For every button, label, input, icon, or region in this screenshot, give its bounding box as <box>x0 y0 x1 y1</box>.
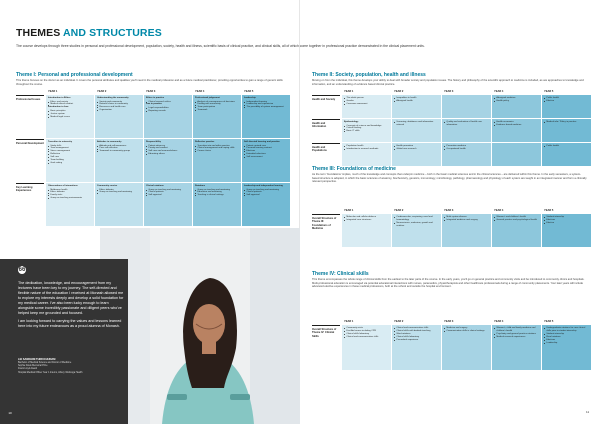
theme3-year-header: YEAR 4 <box>494 209 504 212</box>
quote-paragraph-1: The dedication, knowledge, and encouragement from my lecturers have been key to my journey. The self-directed and flexible nature of the education I received at Monash allowed me to explore my interests deeply and develop a solid foundation for my medical career. I've also been lucky enough to learn alongside some incredibly passionate and diligent peers who've helped keep me grounded and focused. <box>18 281 124 315</box>
theme1-table-cell <box>144 183 192 226</box>
cell-list-item: Health economics <box>494 121 539 124</box>
cell-list-item: Medical legal issues <box>48 116 92 119</box>
cell-list-item: Goal setting <box>48 162 92 165</box>
theme2-row-label: Health and Populations <box>312 143 340 167</box>
cell-list-item: Molecular and cellular defence <box>344 216 389 219</box>
cell-list-item: Group on teaching and mentoring <box>97 191 141 194</box>
cell-list-item: Consumer movement <box>344 103 389 106</box>
theme1-table-cell <box>193 95 241 138</box>
cell-list-item: Procedural experience <box>394 339 439 342</box>
cell-list <box>544 216 589 225</box>
cell-title: Clinical rotations <box>146 185 164 187</box>
theme4-table-cell <box>542 325 591 370</box>
cell-list-item: Education and mentoring <box>195 191 239 194</box>
quote-paragraph-2: I am looking forward to carrying the values and lessons learned here into my future endeavours as a proud alumna of Monash. <box>18 319 122 328</box>
cell-list-item: Patient centred care <box>244 145 288 148</box>
theme3-table-cell <box>492 214 541 247</box>
theme3-heading: Theme III: Foundations of medicine <box>312 166 396 172</box>
cell-list-item: First Aid course including CPR <box>344 330 389 333</box>
cell-list <box>494 327 539 339</box>
cell-list <box>48 145 92 165</box>
theme2-table-cell <box>492 143 541 166</box>
cell-list-item: Self care and resourcefulness <box>146 150 190 153</box>
cell-list-item: Clinical skills laboratory <box>394 336 439 339</box>
cell-title: Law in practice <box>146 103 162 106</box>
cell-list <box>394 327 439 342</box>
cell-list-item: Global new research <box>394 148 439 151</box>
theme1-heading: Theme I: Personal and professional development <box>16 72 133 78</box>
cell-list-item: Medical ethical conduct <box>48 103 92 106</box>
cell-list-item: Educating others <box>146 153 190 156</box>
cell-list <box>394 121 439 127</box>
theme1-table-cell <box>95 95 143 138</box>
cell-title: Self directed learning and practice <box>244 141 280 143</box>
theme1-year-header: YEAR 4 <box>195 90 205 93</box>
cell-title: Responsibility <box>146 141 161 143</box>
theme2-table-cell <box>542 143 591 166</box>
theme2-table-cell <box>442 95 491 118</box>
cell-list <box>344 327 389 339</box>
cell-list-item: Stress management <box>48 150 92 153</box>
cell-list-item: Clinical research ethics <box>146 101 190 104</box>
cell-title: Community service <box>97 185 118 187</box>
theme1-row-label: Personal Development <box>16 139 44 183</box>
cell-list-item: Gender <box>344 100 389 103</box>
cell-list <box>544 97 589 103</box>
cell-list <box>444 327 489 333</box>
theme1-table-cell <box>46 139 94 182</box>
cell-list-item: Self care <box>48 156 92 159</box>
theme2-table-cell <box>392 119 441 142</box>
cell-list-item: Ethics debates <box>97 189 141 192</box>
cell-list-item: Electives <box>244 150 288 153</box>
cell-list <box>146 101 190 104</box>
cell-list-item: Basic principles <box>48 110 92 113</box>
page-title: THEMES AND STRUCTURES <box>16 27 162 39</box>
cell-list-item: Group on teaching environments <box>48 197 92 200</box>
cell-list-item: Neuroscience, endocrine, growth and nutrition <box>394 222 439 228</box>
theme3-year-header: YEAR 3 <box>444 209 454 212</box>
theme2-table-cell <box>392 95 441 118</box>
cell-list-item: Student internship <box>544 333 589 336</box>
cell-list-item: Basic IT skills <box>344 130 389 133</box>
cell-list-item: Ward rotations <box>394 333 439 336</box>
cell-list-item: Screening, databases and information retrieval <box>394 121 439 127</box>
cell-list-item: Health policy <box>494 100 539 103</box>
cell-list-item: Patient advocacy <box>146 145 190 148</box>
theme4-table-cell <box>342 325 391 370</box>
cell-list <box>48 101 92 107</box>
cell-list <box>97 189 141 195</box>
page-number-right: 11 <box>586 410 590 414</box>
theme1-table-cell <box>193 183 241 226</box>
theme3-year-header: YEAR 1 <box>344 209 354 212</box>
theme2-table-cell <box>342 143 391 166</box>
cell-list <box>344 97 389 106</box>
theme2-table-cell <box>542 119 591 142</box>
cell-list-item: Self appraisal <box>146 194 190 197</box>
theme1-table-cell <box>95 139 143 182</box>
theme1-table-cell <box>242 95 290 138</box>
theme2-year-header: YEAR 4 <box>494 90 504 93</box>
cell-list-item: Clinical skills with bedside teaching <box>394 330 439 333</box>
cell-list-item: Career choice <box>195 150 239 153</box>
theme3-year-header: YEAR 2 <box>394 209 404 212</box>
cell-list-item: Occupational health <box>444 148 489 151</box>
theme1-table-cell <box>193 139 241 182</box>
theme2-table-cell <box>342 119 391 142</box>
theme4-table-cell <box>392 325 441 370</box>
theme3-table-cell <box>542 214 591 247</box>
page-intro: The course develops through three studies in personal and professional development, population, society, health and illness, scientific basis of clinical practice, and clinical skills, all of which come together in professional practice demonstrated in the clinical placement units. <box>16 44 425 48</box>
cell-list-item: Electives <box>544 339 589 342</box>
cell-list <box>97 145 141 154</box>
theme3-table-cell <box>392 214 441 247</box>
cell-list-item: Melbourne health <box>48 189 92 192</box>
cell-list <box>146 189 190 198</box>
theme3-table-cell <box>342 214 391 247</box>
theme1-table-cell <box>46 95 94 138</box>
cell-list <box>344 145 389 151</box>
theme4-description: This theme encompasses the whole range of clinical skills from the earliest to the later parts of the course. In the early years, you'll go on general practice and community visits and be introduced to community clinics and hospitals. Multi-professional education is encouraged via potential educational interactions with nurses, paramedics, physiotherapists and other healthcare professionals during a range of community placements. Your later years will include advanced elective experiences in these medical professions, both at the school and outside the hospital environment. <box>312 278 585 289</box>
theme4-year-header: YEAR 3 <box>444 320 454 323</box>
theme2-table-cell <box>392 143 441 166</box>
cell-list-item: Clinical patients <box>146 191 190 194</box>
cell-list-item: Legal responsibilities <box>146 107 190 110</box>
cell-list-item: Communication skills in clinical settings <box>444 330 489 333</box>
cell-list <box>48 110 92 119</box>
cell-list-item: Extended selectives <box>244 153 288 156</box>
theme1-table-cell <box>242 139 290 182</box>
cell-title: Understanding the community <box>97 97 129 99</box>
cell-list-item: Self appraisal <box>244 194 288 197</box>
cell-list-item: Student internship <box>544 216 589 219</box>
theme1-table-cell <box>144 139 192 182</box>
cell-title: Professional judgement <box>195 97 220 99</box>
cell-list-item: Self assessment <box>244 156 288 159</box>
cell-list-item: Rational choice in community <box>97 103 141 106</box>
cell-list-item: Health promotion <box>394 145 439 148</box>
cell-list-item: Clinical and communication skills <box>344 336 389 339</box>
theme2-year-header: YEAR 1 <box>344 90 354 93</box>
cell-list-item: Attitude and self-awareness <box>97 145 141 148</box>
cell-list <box>195 145 239 154</box>
page-number-left: 10 <box>6 410 14 416</box>
cell-list <box>244 101 288 110</box>
cell-list <box>48 189 92 201</box>
theme4-year-header: YEAR 4 <box>494 320 504 323</box>
cell-list <box>544 121 589 124</box>
theme1-table-cell <box>95 183 143 226</box>
cell-list-item: Medical info / Policy in practice <box>544 121 589 124</box>
theme4-table-cell <box>492 325 541 370</box>
cell-title: Rotations <box>195 185 206 187</box>
cell-title: Attitudes to community <box>97 141 122 143</box>
cell-title: Introduction to Ethics <box>48 97 71 99</box>
cell-list-item: Medical research experiences <box>494 336 539 339</box>
cell-list-item: The whole person <box>344 97 389 100</box>
cell-list <box>394 97 439 103</box>
theme1-description: This theme focuses on the doctor as an individual. It covers the personal attributes and qualities you'll need in the medical profession and as a future medical practitioner, providing opportunities to gain a range of generic skills throughout the course. <box>16 79 283 86</box>
cell-list-item: Public health <box>544 97 589 100</box>
cell-list-item: Critical thinking <box>344 127 389 130</box>
theme1-table-cell <box>144 95 192 138</box>
cell-list-item: Priority and conduct <box>146 147 190 150</box>
cell-list-item: Multi system disease <box>444 216 489 219</box>
theme3-table-cell <box>442 214 491 247</box>
cell-list-item: Reporting records <box>146 110 190 113</box>
cell-list-item: Teamwork in community groups <box>97 150 141 153</box>
cell-list <box>344 125 389 134</box>
cell-list-item: Integrated medicine and surgery <box>444 219 489 222</box>
cell-list-item: Women's, child and family medicine and children's health <box>494 327 539 333</box>
cell-list-item: Team participation <box>195 106 239 109</box>
cell-list-item: Transition into and within practice <box>195 145 239 148</box>
cell-list-item: Analysis of consequences of decisions <box>195 101 239 104</box>
cell-title: Transition to university <box>48 141 73 143</box>
cell-title: Observations of interactions <box>48 185 78 187</box>
cell-list-item: Integrated core structures <box>344 219 389 222</box>
cell-list-item: Inequalities in health <box>394 97 439 100</box>
cell-list <box>394 145 439 151</box>
theme1-table-cell <box>46 183 94 226</box>
theme4-row-label: Overall Structure of Theme IV: Clinical Skills <box>312 325 340 371</box>
theme1-year-header: YEAR 1 <box>48 90 58 93</box>
theme4-year-header: YEAR 5 <box>544 320 554 323</box>
theme3-row-label: Overall Structure of Theme III: Foundations of Medicine <box>312 214 340 248</box>
theme2-table-cell <box>492 95 541 118</box>
theme1-year-header: YEAR 5 <box>244 90 254 93</box>
theme2-year-header: YEAR 5 <box>544 90 554 93</box>
cell-list-item: Cardiovascular, respiratory, renal and haematology <box>394 216 439 222</box>
cell-list-item: Rural rotations <box>544 336 589 339</box>
cell-list-item: Community visits <box>344 327 389 330</box>
cell-list-item: Elective <box>544 222 589 225</box>
theme3-description: As the term 'foundations' implies, much of the knowledge and concepts that underpin medicine – both in the basic medical sciences and in the clinical sciences – are delivered within this theme. In the early semesters, a system-based structure is adopted, in which the basic sciences of anatomy, biochemistry, genetics, immunology, microbiology, pathology, pharmacology and physiology of each system are taught in an integrated manner and form a clinically relevant perspective. <box>312 173 587 184</box>
cell-list-item: Evidence based medicine <box>494 124 539 127</box>
cell-list-item: Resources and health care <box>97 106 141 109</box>
quote-author-role: Bachelor of Medical Science and Doctor of Medicine Sophie Davis Memorial Prize Frank Lloyd Award Hospital Medical Officer Year 1 Interns, Albury Wodonga Health <box>18 362 83 374</box>
theme2-table-cell <box>342 95 391 118</box>
quote-text <box>18 281 124 329</box>
cell-list <box>244 145 288 160</box>
cell-title: Leadership <box>244 97 256 99</box>
cell-list <box>494 216 539 222</box>
cell-title: Epidemiology <box>344 121 359 123</box>
cell-list-item: Organization <box>97 109 141 112</box>
cell-list <box>394 216 439 228</box>
cell-list-item: Reflection <box>48 153 92 156</box>
cell-list <box>195 101 239 113</box>
cell-list-item: Elective <box>544 100 589 103</box>
cell-list <box>544 327 589 344</box>
cell-title: Ethics in practice <box>146 97 165 99</box>
cell-list-item: Women's and children's health <box>494 216 539 219</box>
cell-list <box>244 189 288 198</box>
cell-list-item: Population health <box>344 145 389 148</box>
theme1-row-label: Professional Issues <box>16 95 44 139</box>
theme4-year-header: YEAR 2 <box>394 320 404 323</box>
student-portrait-image <box>100 228 300 424</box>
cell-list-item: Personal learning contract <box>244 147 288 150</box>
cell-list-item: Society and community <box>97 101 141 104</box>
cell-list-item: Independent learning <box>244 101 288 104</box>
theme1-row-label: Key Learning Experiences <box>16 183 44 227</box>
theme4-table-cell <box>442 325 491 370</box>
cell-list-item: Quality and evaluation of health care information <box>444 121 489 127</box>
cell-list <box>444 121 489 127</box>
theme1-year-header: YEAR 3 <box>146 90 156 93</box>
cell-list-item: Family visits <box>48 194 92 197</box>
cell-list <box>344 216 389 222</box>
cell-title: Introduction to Law <box>48 106 69 109</box>
cell-list <box>444 145 489 151</box>
theme2-heading: Theme II: Society, population, health and illness <box>312 72 426 78</box>
cell-list-item: Aboriginal medicine <box>494 97 539 100</box>
cell-list-item: Medicine and surgery <box>444 327 489 330</box>
cell-list-item: Ethics and society <box>48 101 92 104</box>
cell-list-item: Leadership and supervision <box>244 103 288 106</box>
cell-list <box>97 101 141 113</box>
cell-list <box>494 97 539 103</box>
cell-list-item: Psychiatry and general practice rotations <box>494 333 539 336</box>
cell-list-item: Dealing with uncertainty <box>195 103 239 106</box>
cell-list-item: Group on teaching and mentoring <box>195 189 239 192</box>
quote-author-name: LEI SANDHINI THIRUCHUNAM <box>18 358 56 361</box>
cell-list-item: Clinical and communication skills <box>394 327 439 330</box>
cell-title: Leadership and independent learning <box>244 185 283 187</box>
quote-mark-icon: 66 <box>18 267 26 273</box>
cell-list-item: Clinical management and coping skills <box>195 147 239 150</box>
cell-list-item: Undergraduate rotations for core clinical skills prior to student internship <box>544 327 589 333</box>
theme2-year-header: YEAR 3 <box>444 90 454 93</box>
cell-list-item: Group on teaching and mentoring <box>244 189 288 192</box>
cell-list-item: Group on teaching and mentoring <box>146 189 190 192</box>
cell-list-item: Teamwork <box>195 109 239 112</box>
cell-list-item: Public health <box>544 145 589 148</box>
cell-list-item: Justice system <box>48 113 92 116</box>
cell-list <box>146 107 190 113</box>
theme2-row-label: Health and Information <box>312 119 340 143</box>
cell-list-item: Study skills <box>48 145 92 148</box>
theme2-row-label: Health and Society <box>312 95 340 119</box>
cell-title: Reflective practice <box>195 141 215 143</box>
cell-list-item: The possibility of system management <box>244 106 288 109</box>
cell-list <box>444 216 489 222</box>
cell-list-item: General practice and psychological health <box>494 219 539 222</box>
cell-list-item: Peer self reflection <box>97 147 141 150</box>
theme3-year-header: YEAR 5 <box>544 209 554 212</box>
theme2-table-cell <box>492 119 541 142</box>
theme1-table-cell <box>242 183 290 226</box>
cell-list <box>494 121 539 127</box>
cell-list-item: Electives <box>544 219 589 222</box>
theme4-year-header: YEAR 1 <box>344 320 354 323</box>
cell-list-item: Team building <box>48 159 92 162</box>
theme2-table-cell <box>442 143 491 166</box>
cell-list-item: Leadership <box>544 342 589 345</box>
cell-list <box>146 145 190 157</box>
cell-list-item: Ethics debates <box>48 191 92 194</box>
cell-list <box>544 145 589 148</box>
cell-list-item: Time management <box>48 147 92 150</box>
theme2-table-cell <box>542 95 591 118</box>
cell-list-item: Clinical skills laboratory <box>344 333 389 336</box>
cell-list-item: Aboriginal health <box>394 100 439 103</box>
cell-list-item: Concepts of science and knowledge <box>344 125 389 128</box>
cell-list <box>195 189 239 198</box>
cell-list-item: Clinical patients <box>244 191 288 194</box>
theme2-year-header: YEAR 2 <box>394 90 404 93</box>
theme2-description: Moving on from the individual, this theme develops your ability to deal with broader society and population issues. The history and philosophy of the scientific approach to medicine is included, as are approaches to knowledge and information, and an understanding of evidence based clinical practice. <box>312 79 584 86</box>
cell-list-item: Introduction to research methods <box>344 148 389 151</box>
theme2-table-cell <box>442 119 491 142</box>
cell-list-item: Teaching in clinical settings <box>195 194 239 197</box>
theme4-heading: Theme IV: Clinical skills <box>312 271 369 277</box>
student-photo <box>100 228 300 424</box>
cell-list-item: Preventive medicine <box>444 145 489 148</box>
theme1-year-header: YEAR 2 <box>97 90 107 93</box>
